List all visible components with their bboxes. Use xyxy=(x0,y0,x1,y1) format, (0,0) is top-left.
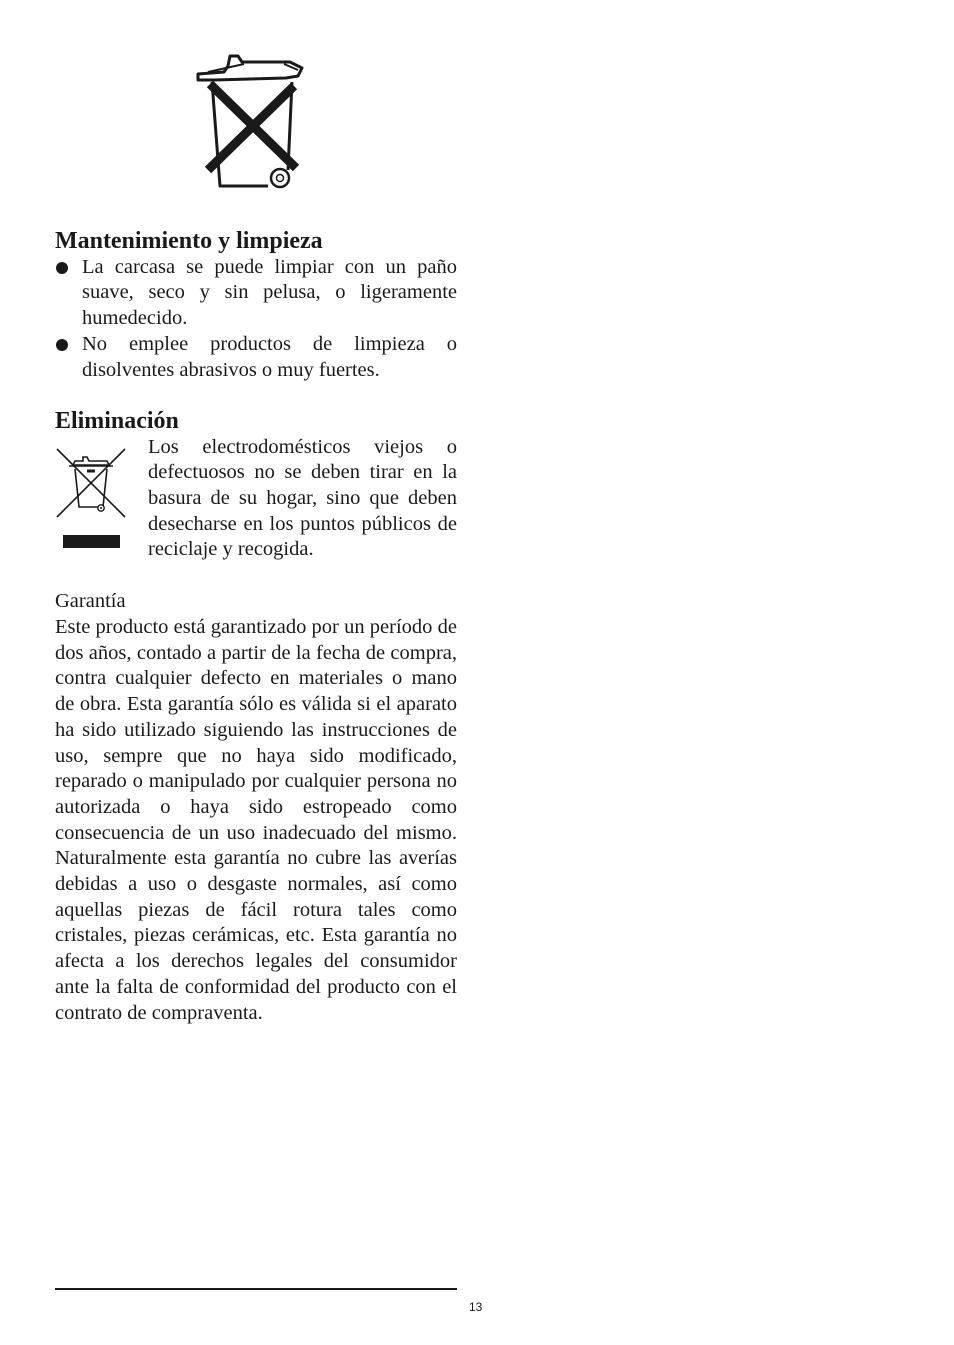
bullet-icon xyxy=(56,339,68,351)
spacer xyxy=(55,383,457,409)
spacer xyxy=(55,564,457,590)
weee-bin-icon xyxy=(55,443,127,549)
crossed-out-wheelie-bin-icon xyxy=(194,52,310,194)
bullet-icon xyxy=(56,262,68,274)
footer-divider xyxy=(55,1288,457,1290)
main-column xyxy=(55,229,457,1026)
disposal-heading: Eliminación xyxy=(55,407,179,434)
maintenance-list xyxy=(55,255,457,384)
maintenance-heading: Mantenimiento y limpieza xyxy=(55,228,323,254)
list-item xyxy=(55,332,457,383)
disposal-section xyxy=(55,435,457,564)
list-item xyxy=(55,255,457,332)
list-item-text: No emplee productos de limpieza o disolventes abrasivos o muy fuertes. xyxy=(82,332,457,381)
warranty-title: Garantía xyxy=(55,590,126,613)
page-number: 13 xyxy=(469,1300,483,1314)
warranty-text: Este producto está garantizado por un período de dos años, contado a partir de la fecha de compra, contra cualquier defecto en materiales o mano de obra. Esta garantía sólo es válida si el aparato ha sido utilizado siguiendo las instrucciones de uso, sempre que no haya sido modificado, reparado o manipulado por cualquier persona no autorizada o haya sido estropeado como consecuencia de un uso inadecuado del mismo. Naturalmente esta garantía no cubre las averías debidas a uso o desgaste normales, así como aquellas piezas de fácil rotura tales como cristales, piezas cerámicas, etc. Esta garantía no afecta a los derechos legales del consumidor ante la falta de conformidad del producto con el contrato de compraventa. xyxy=(55,616,457,1024)
disposal-text: Los electrodomésticos viejos o defectuosos no se deben tirar en la basura de su hogar, sino que deben desecharse en los puntos públicos de reciclaje y recogida. xyxy=(148,435,457,561)
list-item-text: La carcasa se puede limpiar con un paño suave, seco y sin pelusa, o ligeramente humedecido. xyxy=(82,255,457,330)
